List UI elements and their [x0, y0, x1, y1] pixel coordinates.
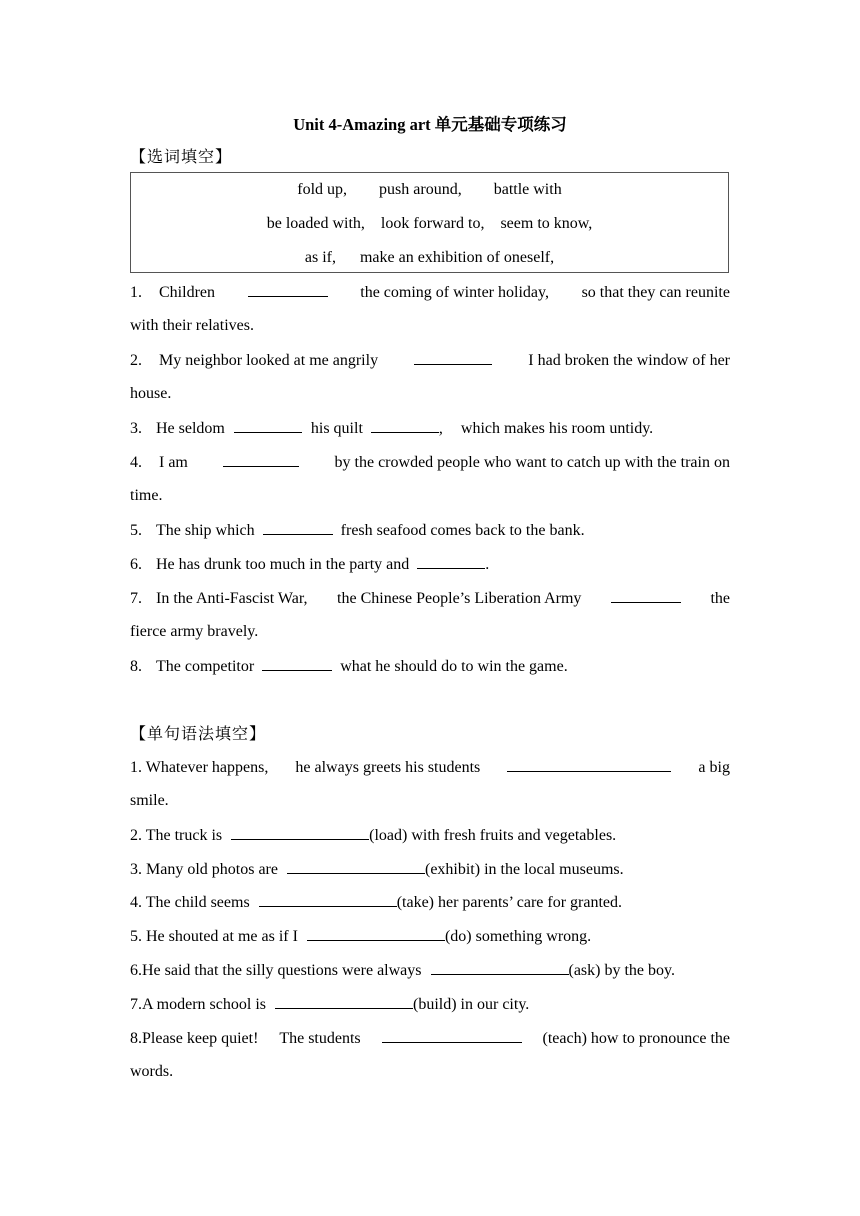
item-text: 2. The truck is	[130, 827, 223, 844]
answer-blank[interactable]	[231, 825, 369, 840]
item-text: He has drunk too much in the party and	[156, 556, 410, 573]
item-text: 8.Please keep quiet!	[130, 1030, 259, 1047]
vocab-section-heading: 【选词填空】	[130, 149, 233, 166]
item-text: (ask) by the boy.	[568, 962, 675, 979]
vocab-item-1	[130, 282, 730, 303]
item-text: his quilt	[310, 420, 363, 437]
item-text: I am	[159, 454, 188, 471]
item-text: (exhibit) in the local museums.	[424, 861, 624, 878]
grammar-item-6	[130, 960, 730, 981]
item-text: 7.A modern school is	[130, 996, 266, 1013]
item-text: He seldom	[156, 420, 225, 437]
item-text: ,	[438, 420, 443, 437]
vocab-item-8	[130, 656, 730, 677]
item-number: 5.	[130, 522, 142, 539]
vocab-item-3	[130, 418, 730, 439]
answer-blank[interactable]	[275, 994, 413, 1009]
vocab-item-1-cont: with their relatives.	[130, 317, 254, 334]
item-text: My neighbor looked at me angrily	[159, 352, 379, 369]
item-text: 3. Many old photos are	[130, 861, 278, 878]
grammar-item-8-cont: words.	[130, 1063, 174, 1080]
vocab-item-7	[130, 588, 730, 609]
item-text: (load) with fresh fruits and vegetables.	[369, 827, 617, 844]
item-text: the Chinese People’s Liberation Army	[337, 590, 582, 607]
item-number: 3.	[130, 420, 142, 437]
vocab-item-2-cont: house.	[130, 385, 172, 402]
item-text: The ship which	[156, 522, 255, 539]
item-text: he always greets his students	[295, 759, 481, 776]
item-text: I had broken the window of her	[528, 352, 730, 369]
item-text: .	[485, 556, 490, 573]
item-text: by the crowded people who want to catch up with the train on	[334, 454, 730, 471]
word-bank-line: as if, make an exhibition of oneself,	[304, 249, 555, 266]
item-text: 6.He said that the silly questions were always	[130, 962, 422, 979]
grammar-item-4	[130, 892, 730, 913]
vocab-item-5	[130, 520, 730, 541]
vocab-item-7-cont: fierce army bravely.	[130, 623, 259, 640]
answer-blank[interactable]	[223, 452, 299, 467]
grammar-section-heading: 【单句语法填空】	[130, 726, 267, 743]
answer-blank[interactable]	[234, 418, 302, 433]
answer-blank[interactable]	[417, 554, 485, 569]
vocab-item-4-cont: time.	[130, 487, 163, 504]
item-text: The competitor	[156, 658, 255, 675]
grammar-item-1	[130, 757, 730, 778]
item-text: (teach) how to pronounce the	[542, 1030, 730, 1047]
item-number: 6.	[130, 556, 142, 573]
item-number: 2.	[130, 352, 142, 369]
answer-blank[interactable]	[262, 656, 332, 671]
item-text: 4. The child seems	[130, 894, 250, 911]
item-number: 1.	[130, 284, 142, 301]
grammar-item-8	[130, 1028, 730, 1049]
answer-blank[interactable]	[248, 282, 328, 297]
item-text: which makes his room untidy.	[460, 420, 654, 437]
item-text: (take) her parents’ care for granted.	[396, 894, 623, 911]
grammar-item-5	[130, 926, 730, 947]
page-title: Unit 4-Amazing art 单元基础专项练习	[293, 115, 567, 134]
vocab-item-4	[130, 452, 730, 473]
answer-blank[interactable]	[414, 350, 492, 365]
answer-blank[interactable]	[611, 588, 681, 603]
grammar-item-7	[130, 994, 730, 1015]
vocab-item-6	[130, 554, 730, 575]
grammar-item-2	[130, 825, 730, 846]
answer-blank[interactable]	[371, 418, 439, 433]
item-text: In the Anti-Fascist War,	[156, 590, 308, 607]
answer-blank[interactable]	[263, 520, 333, 535]
item-number: 4.	[130, 454, 142, 471]
item-text: Children	[159, 284, 215, 301]
item-text: (do) something wrong.	[444, 928, 592, 945]
answer-blank[interactable]	[382, 1028, 522, 1043]
answer-blank[interactable]	[307, 926, 445, 941]
item-text: so that they can reunite	[581, 284, 730, 301]
item-text: fresh seafood comes back to the bank.	[340, 522, 585, 539]
word-bank-box	[130, 172, 729, 273]
grammar-item-1-cont: smile.	[130, 792, 169, 809]
answer-blank[interactable]	[507, 757, 671, 772]
item-text: a big	[698, 759, 730, 776]
answer-blank[interactable]	[287, 859, 425, 874]
answer-blank[interactable]	[259, 892, 397, 907]
item-text: the coming of winter holiday,	[360, 284, 549, 301]
word-bank-line: be loaded with, look forward to, seem to know,	[266, 215, 593, 232]
item-number: 7.	[130, 590, 142, 607]
word-bank-line: fold up, push around, battle with	[297, 181, 562, 198]
item-text: (build) in our city.	[413, 996, 530, 1013]
answer-blank[interactable]	[431, 960, 569, 975]
item-text: what he should do to win the game.	[340, 658, 568, 675]
vocab-item-2	[130, 350, 730, 371]
item-text: 1. Whatever happens,	[130, 759, 269, 776]
item-text: The students	[279, 1030, 361, 1047]
item-text: the	[710, 590, 730, 607]
item-text: 5. He shouted at me as if I	[130, 928, 298, 945]
item-number: 8.	[130, 658, 142, 675]
grammar-item-3	[130, 859, 730, 880]
